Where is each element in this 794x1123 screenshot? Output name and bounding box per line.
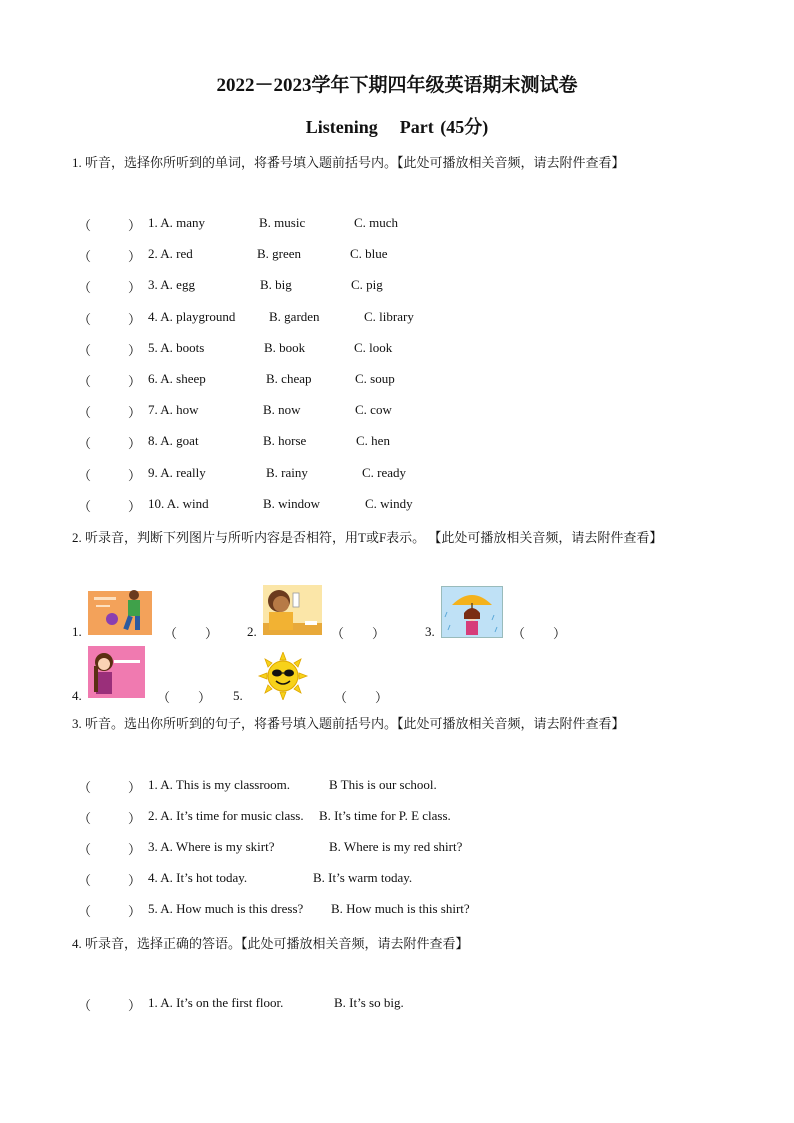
paren-open: （: [78, 780, 92, 795]
option-a: 1. A. many: [148, 215, 206, 230]
answer-blank[interactable]: [78, 215, 140, 233]
paren-open: （: [78, 374, 92, 389]
paren-open: （: [78, 998, 92, 1013]
subtitle-right: Part (45分): [399, 117, 489, 137]
paren-open: （: [78, 436, 92, 451]
option-b: B. It’s warm today.: [313, 870, 413, 885]
option-a: 7. A. how: [148, 402, 199, 417]
answer-blank[interactable]: [78, 777, 140, 795]
paren-close: ）: [128, 904, 142, 919]
answer-blank[interactable]: [78, 277, 140, 295]
section-1-question-row: [78, 215, 718, 235]
option-a: 6. A. sheep: [148, 371, 206, 386]
picture-2-boy-drinking: [263, 585, 322, 635]
picture-2-number: 2.: [247, 624, 257, 639]
option-b: B. It’s so big.: [334, 995, 404, 1010]
picture-4-girl-pink-background: [88, 646, 145, 698]
picture-1-answer-blank[interactable]: （ ）: [164, 626, 219, 641]
section-3-question-row: [78, 777, 718, 797]
option-b: B. rainy: [266, 465, 308, 480]
answer-blank[interactable]: [78, 995, 140, 1013]
paren-close: ）: [128, 998, 142, 1013]
section-3-question-row: [78, 808, 718, 828]
option-b: B. book: [264, 340, 306, 355]
section-4-instruction: 4. 听录音，选择正确的答语。【此处可播放相关音频，请去附件查看】: [72, 936, 469, 951]
paren-open: （: [78, 343, 92, 358]
option-b: B. garden: [269, 309, 320, 324]
section-1-question-row: [78, 371, 718, 391]
paren-close: ）: [128, 249, 142, 264]
option-b: B. cheap: [266, 371, 312, 386]
option-b: B. Where is my red shirt?: [329, 839, 463, 854]
answer-blank[interactable]: [78, 901, 140, 919]
picture-2-answer-blank[interactable]: （ ）: [331, 626, 386, 641]
answer-blank[interactable]: [78, 870, 140, 888]
paren-open: （: [78, 842, 92, 857]
section-3-question-row: [78, 901, 718, 921]
option-a: 9. A. really: [148, 465, 206, 480]
option-a: 8. A. goat: [148, 433, 199, 448]
paren-close: ）: [128, 811, 142, 826]
answer-blank[interactable]: [78, 402, 140, 420]
option-a: 3. A. egg: [148, 277, 195, 292]
picture-4-number: 4.: [72, 688, 82, 703]
section-2-instruction: 2. 听录音，判断下列图片与所听内容是否相符，用T或F表示。 【此处可播放相关音频，请去附件查看】: [72, 530, 663, 545]
answer-blank[interactable]: [78, 808, 140, 826]
section-1-question-row: [78, 433, 718, 453]
option-c: C. much: [354, 215, 399, 230]
option-a: 10. A. wind: [148, 496, 209, 511]
option-c: C. ready: [362, 465, 407, 480]
paren-close: ）: [128, 780, 142, 795]
paren-close: ）: [128, 468, 142, 483]
option-a: 5. A. boots: [148, 340, 205, 355]
option-c: C. blue: [350, 246, 388, 261]
paren-open: （: [78, 873, 92, 888]
answer-blank[interactable]: [78, 340, 140, 358]
option-b: B. green: [257, 246, 302, 261]
answer-blank[interactable]: [78, 465, 140, 483]
section-3-question-row: [78, 839, 718, 859]
answer-blank[interactable]: [78, 309, 140, 327]
option-a: 2. A. red: [148, 246, 193, 261]
subtitle-left: Listening: [305, 117, 378, 137]
paren-close: ）: [128, 499, 142, 514]
paren-open: （: [78, 468, 92, 483]
section-1-instruction: 1. 听音，选择你所听到的单词，将番号填入题前括号内。【此处可播放相关音频，请去附件查看】: [72, 155, 625, 170]
section-1-question-row: [78, 465, 718, 485]
paren-open: （: [78, 280, 92, 295]
picture-1-boy-playing-football: [88, 583, 152, 635]
section-3-question-row: [78, 870, 718, 890]
option-c: C. library: [364, 309, 414, 324]
paren-open: （: [78, 811, 92, 826]
section-1-question-row: [78, 402, 718, 422]
section-1-question-row: [78, 277, 718, 297]
option-a: 4. A. It’s hot today.: [148, 870, 248, 885]
section-4-question-row: [78, 995, 718, 1015]
paren-close: ）: [128, 436, 142, 451]
option-b: B. horse: [263, 433, 307, 448]
option-c: C. hen: [356, 433, 390, 448]
picture-4-answer-blank[interactable]: （ ）: [157, 690, 212, 705]
paren-open: （: [78, 499, 92, 514]
paren-open: （: [78, 405, 92, 420]
option-b: B This is our school.: [329, 777, 437, 792]
answer-blank[interactable]: [78, 246, 140, 264]
page-title: 2022－2023学年下期四年级英语期末测试卷: [216, 75, 578, 96]
option-b: B. big: [260, 277, 292, 292]
section-1-question-row: [78, 246, 718, 266]
picture-5-answer-blank[interactable]: （ ）: [334, 690, 389, 705]
option-b: B. now: [263, 402, 301, 417]
paren-open: （: [78, 904, 92, 919]
paren-close: ）: [128, 374, 142, 389]
option-c: C. pig: [351, 277, 383, 292]
paren-close: ）: [128, 312, 142, 327]
option-c: C. windy: [365, 496, 413, 511]
option-c: C. soup: [355, 371, 395, 386]
answer-blank[interactable]: [78, 839, 140, 857]
paren-close: ）: [128, 405, 142, 420]
option-b: B. It’s time for P. E class.: [319, 808, 451, 823]
page-subtitle: [0, 113, 794, 139]
option-b: B. window: [263, 496, 321, 511]
paren-close: ）: [128, 280, 142, 295]
option-a: 1. A. This is my classroom.: [148, 777, 291, 792]
answer-blank[interactable]: [78, 496, 140, 514]
option-a: 1. A. It’s on the first floor.: [148, 995, 284, 1010]
option-c: C. cow: [355, 402, 392, 417]
picture-5-number: 5.: [233, 688, 243, 703]
paren-open: （: [78, 312, 92, 327]
answer-blank[interactable]: [78, 433, 140, 451]
paren-close: ）: [128, 842, 142, 857]
paren-open: （: [78, 218, 92, 233]
section-1-question-row: [78, 309, 718, 329]
picture-1-number: 1.: [72, 624, 82, 639]
paren-close: ）: [128, 873, 142, 888]
section-3-instruction: 3. 听音。选出你所听到的句子，将番号填入题前括号内。【此处可播放相关音频，请去附件查看】: [72, 716, 625, 731]
option-b: B. How much is this shirt?: [331, 901, 470, 916]
section-1-question-row: [78, 340, 718, 360]
picture-3-number: 3.: [425, 624, 435, 639]
picture-3-answer-blank[interactable]: （ ）: [512, 626, 567, 641]
paren-open: （: [78, 249, 92, 264]
option-a: 2. A. It’s time for music class.: [148, 808, 304, 823]
answer-blank[interactable]: [78, 371, 140, 389]
section-1-question-row: [78, 496, 718, 516]
option-a: 5. A. How much is this dress?: [148, 901, 304, 916]
picture-3-girl-with-umbrella: [441, 586, 503, 638]
option-a: 4. A. playground: [148, 309, 236, 324]
paren-close: ）: [128, 343, 142, 358]
option-b: B. music: [259, 215, 306, 230]
paren-close: ）: [128, 218, 142, 233]
picture-5-sun-with-sunglasses: [257, 652, 309, 700]
option-a: 3. A. Where is my skirt?: [148, 839, 275, 854]
option-c: C. look: [354, 340, 393, 355]
